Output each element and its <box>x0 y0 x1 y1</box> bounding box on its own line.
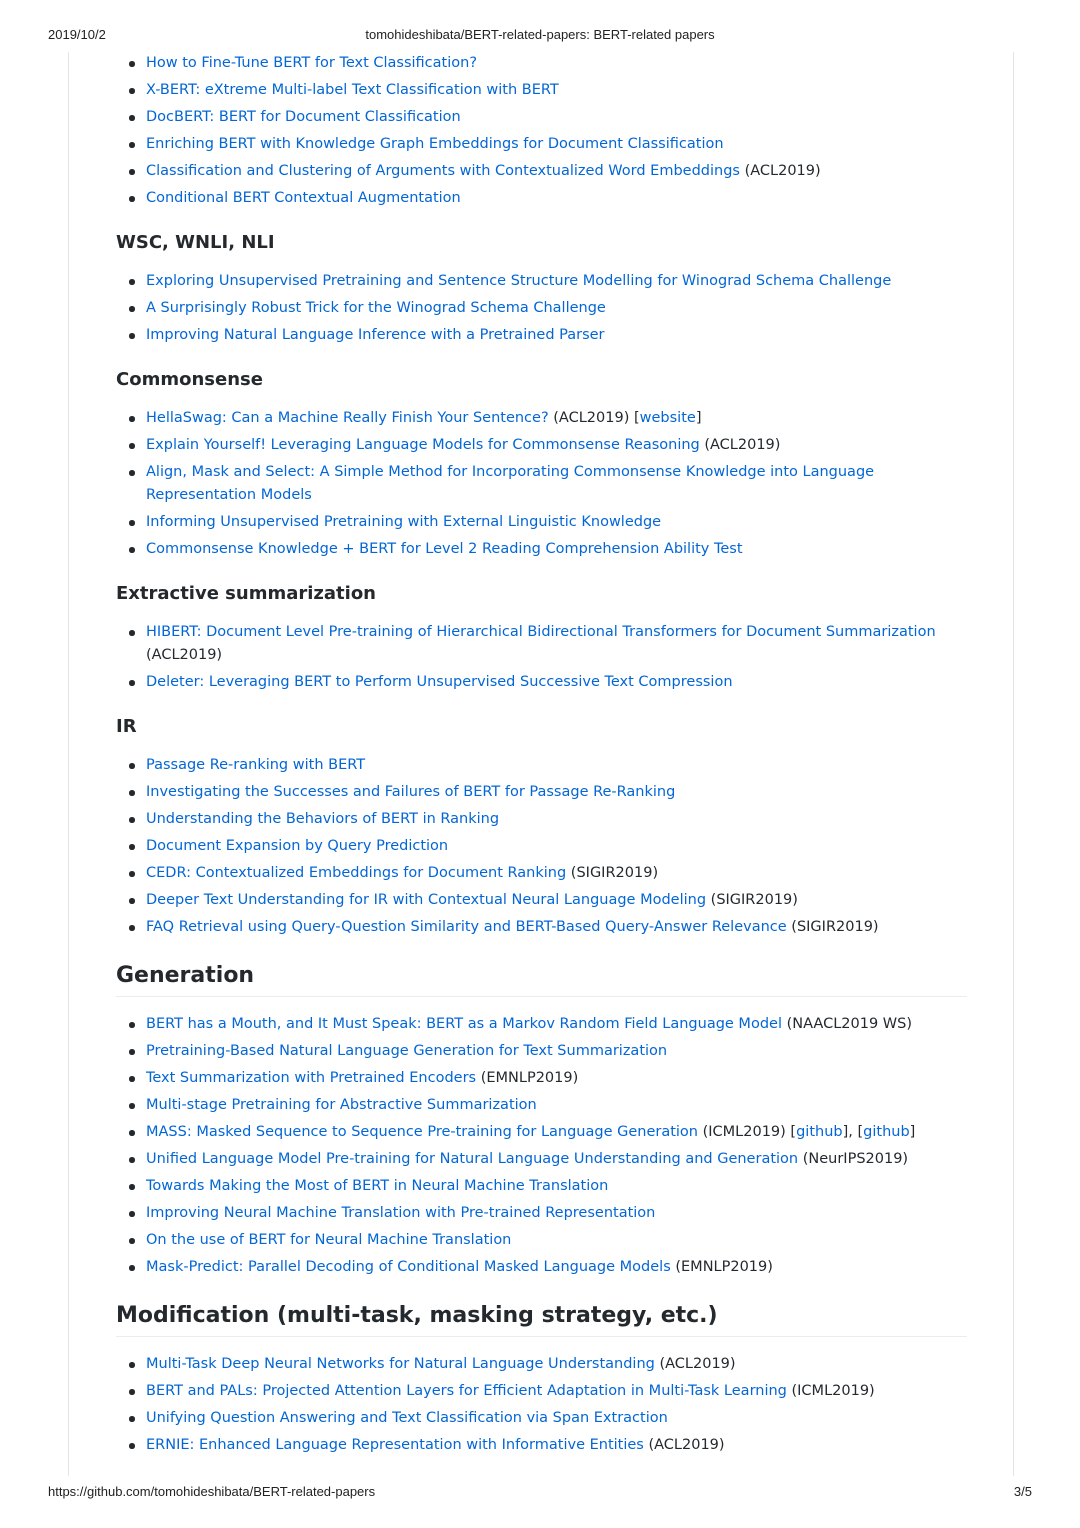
paper-list-item <box>116 1229 967 1252</box>
paper-list-item <box>116 106 967 129</box>
venue-note: (ACL2019) <box>739 163 821 179</box>
paper-list-item <box>116 324 967 347</box>
paper-list-item <box>116 297 967 320</box>
venue-note: (ACL2019) <box>699 437 781 453</box>
venue-note: (EMNLP2019) <box>670 1259 773 1275</box>
paper-title-link[interactable]: HIBERT: Document Level Pre-training of Hierarchical Bidirectional Transformers for Document Summarization <box>146 624 936 640</box>
paper-title-link[interactable]: Align, Mask and Select: A Simple Method for Incorporating Commonsense Knowledge into Language Representation Models <box>146 464 875 503</box>
section-heading-ir: IR <box>116 716 137 737</box>
paper-title-link[interactable]: Unified Language Model Pre-training for Natural Language Understanding and Generation <box>146 1151 799 1167</box>
paper-list-item <box>116 1121 967 1144</box>
section-heading-commonsense: Commonsense <box>116 369 263 390</box>
bracket-close: ] <box>695 410 702 426</box>
paper-list-item <box>116 1067 967 1090</box>
section-heading-generation: Generation <box>116 962 967 997</box>
paper-title-link[interactable]: Deeper Text Understanding for IR with Contextual Neural Language Modeling <box>146 892 707 908</box>
resource-link[interactable]: github <box>863 1124 910 1140</box>
print-url: https://github.com/tomohideshibata/BERT-related-papers <box>48 1484 376 1499</box>
bracket-close: ] <box>909 1124 916 1140</box>
paper-list-item <box>116 434 967 457</box>
paper-title-link[interactable]: DocBERT: BERT for Document Classification <box>146 109 461 125</box>
page-frame-left-border <box>68 52 69 1476</box>
paper-list-item <box>116 1380 967 1403</box>
paper-title-link[interactable]: Improving Natural Language Inference with a Pretrained Parser <box>146 327 605 343</box>
paper-list-item <box>116 1040 967 1063</box>
readme-content <box>116 52 967 1461</box>
paper-list-item <box>116 1407 967 1430</box>
paper-title-link[interactable]: Multi-Task Deep Neural Networks for Natural Language Understanding <box>146 1356 655 1372</box>
modification-paper-list <box>116 1353 967 1457</box>
wsc-paper-list <box>116 270 967 347</box>
paper-title-link[interactable]: Towards Making the Most of BERT in Neural Machine Translation <box>146 1178 609 1194</box>
paper-title-link[interactable]: Understanding the Behaviors of BERT in Ranking <box>146 811 500 827</box>
paper-title-link[interactable]: FAQ Retrieval using Query-Question Similarity and BERT-Based Query-Answer Relevance <box>146 919 787 935</box>
paper-list-item <box>116 511 967 534</box>
paper-list-item <box>116 270 967 293</box>
paper-list-item <box>116 407 967 430</box>
paper-title-link[interactable]: Enriching BERT with Knowledge Graph Embeddings for Document Classification <box>146 136 724 152</box>
paper-list-item <box>116 160 967 183</box>
paper-title-link[interactable]: Investigating the Successes and Failures of BERT for Passage Re-Ranking <box>146 784 676 800</box>
venue-note: (ACL2019) <box>643 1437 725 1453</box>
paper-title-link[interactable]: X-BERT: eXtreme Multi-label Text Classification with BERT <box>146 82 559 98</box>
paper-title-link[interactable]: Conditional BERT Contextual Augmentation <box>146 190 461 206</box>
extractive-paper-list <box>116 621 967 694</box>
paper-list-item <box>116 79 967 102</box>
venue-note: (SIGIR2019) <box>706 892 798 908</box>
paper-list-item <box>116 133 967 156</box>
paper-title-link[interactable]: Passage Re-ranking with BERT <box>146 757 366 773</box>
paper-title-link[interactable]: Mask-Predict: Parallel Decoding of Conditional Masked Language Models <box>146 1259 671 1275</box>
page-frame-right-border <box>1013 52 1014 1476</box>
print-date: 2019/10/2 <box>48 27 106 42</box>
venue-note: (ICML2019) <box>786 1383 875 1399</box>
venue-note: (SIGIR2019) <box>786 919 879 935</box>
venue-note: (ACL2019) <box>146 647 223 663</box>
paper-title-link[interactable]: Informing Unsupervised Pretraining with External Linguistic Knowledge <box>146 514 662 530</box>
paper-list-item <box>116 461 967 507</box>
paper-title-link[interactable]: Text Summarization with Pretrained Encoders <box>146 1070 477 1086</box>
print-page-number: 3/5 <box>1013 1484 1032 1499</box>
resource-link[interactable]: website <box>639 410 696 426</box>
section-heading-extractive-summarization: Extractive summarization <box>116 583 376 604</box>
ir-paper-list <box>116 754 967 939</box>
paper-list-item <box>116 1353 967 1376</box>
paper-list-item <box>116 1013 967 1036</box>
paper-title-link[interactable]: A Surprisingly Robust Trick for the Winograd Schema Challenge <box>146 300 606 316</box>
venue-note: (SIGIR2019) <box>566 865 659 881</box>
paper-title-link[interactable]: Multi-stage Pretraining for Abstractive Summarization <box>146 1097 537 1113</box>
paper-title-link[interactable]: Exploring Unsupervised Pretraining and Sentence Structure Modelling for Winograd Schema Challenge <box>146 273 892 289</box>
paper-list-item <box>116 1202 967 1225</box>
paper-title-link[interactable]: Commonsense Knowledge + BERT for Level 2 Reading Comprehension Ability Test <box>146 541 743 557</box>
venue-note: (ACL2019) [ <box>548 410 640 426</box>
paper-title-link[interactable]: Document Expansion by Query Prediction <box>146 838 449 854</box>
venue-note: (NeurIPS2019) <box>798 1151 909 1167</box>
paper-list-item <box>116 1148 967 1171</box>
paper-list-item <box>116 187 967 210</box>
print-page-title: tomohideshibata/BERT-related-papers: BERT-related papers <box>365 27 715 42</box>
venue-note: (EMNLP2019) <box>476 1070 579 1086</box>
paper-title-link[interactable]: BERT and PALs: Projected Attention Layers for Efficient Adaptation in Multi-Task Learning <box>146 1383 787 1399</box>
commonsense-paper-list <box>116 407 967 561</box>
paper-list-item <box>116 1434 967 1457</box>
paper-list-item <box>116 1175 967 1198</box>
section-heading-modification: Modification (multi-task, masking strategy, etc.) <box>116 1302 967 1337</box>
paper-list-item <box>116 916 967 939</box>
paper-list-item <box>116 862 967 885</box>
paper-list-item <box>116 671 967 694</box>
section-heading-wsc: WSC, WNLI, NLI <box>116 232 275 253</box>
venue-note: (NAACL2019 WS) <box>781 1016 912 1032</box>
paper-title-link[interactable]: CEDR: Contextualized Embeddings for Document Ranking <box>146 865 567 881</box>
paper-list-item <box>116 754 967 777</box>
classification-paper-list <box>116 52 967 210</box>
paper-title-link[interactable]: ERNIE: Enhanced Language Representation with Informative Entities <box>146 1437 644 1453</box>
paper-title-link[interactable]: Pretraining-Based Natural Language Generation for Text Summarization <box>146 1043 668 1059</box>
paper-title-link[interactable]: On the use of BERT for Neural Machine Translation <box>146 1232 512 1248</box>
paper-list-item <box>116 52 967 75</box>
paper-list-item <box>116 538 967 561</box>
link-separator: ], [ <box>842 1124 864 1140</box>
resource-link[interactable]: github <box>796 1124 843 1140</box>
venue-note: (ACL2019) <box>654 1356 736 1372</box>
paper-title-link[interactable]: Unifying Question Answering and Text Classification via Span Extraction <box>146 1410 668 1426</box>
paper-title-link[interactable]: HellaSwag: Can a Machine Really Finish Your Sentence? <box>146 410 549 426</box>
paper-list-item <box>116 781 967 804</box>
paper-title-link[interactable]: Improving Neural Machine Translation with Pre-trained Representation <box>146 1205 656 1221</box>
paper-title-link[interactable]: How to Fine-Tune BERT for Text Classification? <box>146 55 478 71</box>
paper-list-item <box>116 1256 967 1279</box>
paper-title-link[interactable]: MASS: Masked Sequence to Sequence Pre-training for Language Generation <box>146 1124 698 1140</box>
paper-title-link[interactable]: Classification and Clustering of Arguments with Contextualized Word Embeddings <box>146 163 740 179</box>
paper-list-item <box>116 808 967 831</box>
venue-note: (ICML2019) [ <box>698 1124 797 1140</box>
paper-title-link[interactable]: BERT has a Mouth, and It Must Speak: BERT as a Markov Random Field Language Model <box>146 1016 782 1032</box>
paper-title-link[interactable]: Deleter: Leveraging BERT to Perform Unsupervised Successive Text Compression <box>146 674 733 690</box>
generation-paper-list <box>116 1013 967 1279</box>
paper-list-item <box>116 835 967 858</box>
paper-list-item <box>116 621 967 667</box>
paper-title-link[interactable]: Explain Yourself! Leveraging Language Models for Commonsense Reasoning <box>146 437 700 453</box>
paper-list-item <box>116 1094 967 1117</box>
paper-list-item <box>116 889 967 912</box>
